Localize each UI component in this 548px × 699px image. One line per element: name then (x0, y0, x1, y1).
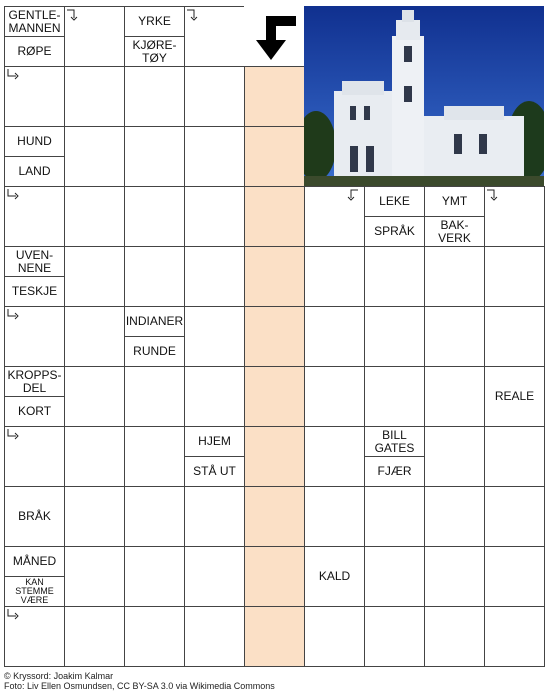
answer-cell-r8-c6[interactable] (364, 486, 425, 547)
answer-cell-r7-c1[interactable] (64, 426, 125, 487)
answer-cell-r1-c1[interactable] (64, 66, 125, 127)
answer-cell-r10-c2[interactable] (124, 606, 185, 667)
answer-cell-r10-c7[interactable] (424, 606, 485, 667)
arrow-right-down-icon (6, 68, 20, 82)
clue-kroppsdel: KROPPS- DEL (4, 366, 65, 397)
answer-cell-r6-c1[interactable] (64, 366, 125, 427)
clue-leke: LEKE (364, 186, 425, 217)
castle-photo (304, 6, 544, 186)
answer-cell-r8-c7[interactable] (424, 486, 485, 547)
answer-cell-r8-c5[interactable] (304, 486, 365, 547)
answer-cell-r2-c2[interactable] (124, 126, 185, 187)
answer-cell-r1-c3[interactable] (184, 66, 245, 127)
answer-cell-r1-c2[interactable] (124, 66, 185, 127)
answer-cell-r9-c4[interactable] (244, 546, 305, 607)
clue-kan-stemme-vaere: KAN STEMME VÆRE (4, 576, 65, 607)
arrow-down-right-icon (66, 8, 80, 22)
arrow-left-down-icon (346, 188, 360, 202)
answer-cell-r7-c7[interactable] (424, 426, 485, 487)
answer-cell-r10-c8[interactable] (484, 606, 545, 667)
clue-sprak: SPRÅK (364, 216, 425, 247)
answer-cell-r8-c3[interactable] (184, 486, 245, 547)
answer-cell-r6-c5[interactable] (304, 366, 365, 427)
answer-cell-r3-c1[interactable] (64, 186, 125, 247)
clue-maned: MÅNED (4, 546, 65, 577)
answer-cell-r3-c4[interactable] (244, 186, 305, 247)
clue-indianer: INDIANER (124, 306, 185, 337)
answer-cell-r7-c4[interactable] (244, 426, 305, 487)
answer-cell-r5-c1[interactable] (64, 306, 125, 367)
answer-cell-r9-c6[interactable] (364, 546, 425, 607)
answer-cell-r9-c7[interactable] (424, 546, 485, 607)
arrow-right-down-icon (6, 428, 20, 442)
arrow-right-down-icon (6, 608, 20, 622)
arrow-down-right-icon (486, 188, 500, 202)
answer-cell-r5-c5[interactable] (304, 306, 365, 367)
clue-uvennene: UVEN- NENE (4, 246, 65, 277)
answer-cell-r9-c8[interactable] (484, 546, 545, 607)
answer-cell-r5-c8[interactable] (484, 306, 545, 367)
clue-hund: HUND (4, 126, 65, 157)
clue-runde: RUNDE (124, 336, 185, 367)
answer-cell-r4-c2[interactable] (124, 246, 185, 307)
answer-cell-r5-c3[interactable] (184, 306, 245, 367)
clue-gentlemannen: GENTLE- MANNEN (4, 6, 65, 37)
answer-cell-r4-c8[interactable] (484, 246, 545, 307)
answer-cell-r4-c1[interactable] (64, 246, 125, 307)
answer-cell-r4-c4[interactable] (244, 246, 305, 307)
answer-cell-r6-c7[interactable] (424, 366, 485, 427)
answer-cell-r5-c4[interactable] (244, 306, 305, 367)
clue-kald: KALD (304, 546, 365, 607)
answer-cell-r3-c2[interactable] (124, 186, 185, 247)
clue-hjem: HJEM (184, 426, 245, 457)
answer-cell-r1-c4[interactable] (244, 66, 305, 127)
answer-cell-r10-c5[interactable] (304, 606, 365, 667)
answer-cell-r8-c1[interactable] (64, 486, 125, 547)
answer-cell-r6-c3[interactable] (184, 366, 245, 427)
clue-reale: REALE (484, 366, 545, 427)
answer-cell-r7-c5[interactable] (304, 426, 365, 487)
answer-cell-r10-c3[interactable] (184, 606, 245, 667)
clue-ymt: YMT (424, 186, 485, 217)
big-arrow-icon (244, 6, 304, 66)
arrow-right-down-icon (6, 308, 20, 322)
clue-teskje: TESKJE (4, 276, 65, 307)
answer-cell-r10-c6[interactable] (364, 606, 425, 667)
answer-cell-r4-c3[interactable] (184, 246, 245, 307)
answer-cell-r9-c2[interactable] (124, 546, 185, 607)
answer-cell-r3-c3[interactable] (184, 186, 245, 247)
arrow-right-down-icon (6, 188, 20, 202)
credits-crossword: © Kryssord: Joakim Kalmar (4, 671, 114, 681)
clue-bill-gates: BILL GATES (364, 426, 425, 457)
answer-cell-r2-c4[interactable] (244, 126, 305, 187)
answer-cell-r6-c4[interactable] (244, 366, 305, 427)
credits-photo: Foto: Liv Ellen Osmundsen, CC BY-SA 3.0 via Wikimedia Commons (4, 681, 275, 691)
clue-sta-ut: STÅ UT (184, 456, 245, 487)
answer-cell-r9-c1[interactable] (64, 546, 125, 607)
answer-cell-r4-c6[interactable] (364, 246, 425, 307)
answer-cell-r5-c7[interactable] (424, 306, 485, 367)
answer-cell-r2-c3[interactable] (184, 126, 245, 187)
answer-cell-r4-c7[interactable] (424, 246, 485, 307)
answer-cell-r2-c1[interactable] (64, 126, 125, 187)
answer-cell-r8-c4[interactable] (244, 486, 305, 547)
answer-cell-r7-c8[interactable] (484, 426, 545, 487)
clue-fjaer: FJÆR (364, 456, 425, 487)
answer-cell-r6-c6[interactable] (364, 366, 425, 427)
credits (4, 671, 275, 691)
clue-kort: KORT (4, 396, 65, 427)
clue-bakverk: BAK- VERK (424, 216, 485, 247)
answer-cell-r4-c5[interactable] (304, 246, 365, 307)
clue-rope: RØPE (4, 36, 65, 67)
answer-cell-r7-c2[interactable] (124, 426, 185, 487)
clue-yrke: YRKE (124, 6, 185, 37)
clue-land: LAND (4, 156, 65, 187)
clue-brak: BRÅK (4, 486, 65, 547)
answer-cell-r9-c3[interactable] (184, 546, 245, 607)
arrow-down-right-icon (186, 8, 200, 22)
answer-cell-r8-c8[interactable] (484, 486, 545, 547)
answer-cell-r6-c2[interactable] (124, 366, 185, 427)
answer-cell-r10-c1[interactable] (64, 606, 125, 667)
answer-cell-r10-c4[interactable] (244, 606, 305, 667)
answer-cell-r5-c6[interactable] (364, 306, 425, 367)
answer-cell-r8-c2[interactable] (124, 486, 185, 547)
clue-kjoretoy: KJØRE- TØY (124, 36, 185, 67)
